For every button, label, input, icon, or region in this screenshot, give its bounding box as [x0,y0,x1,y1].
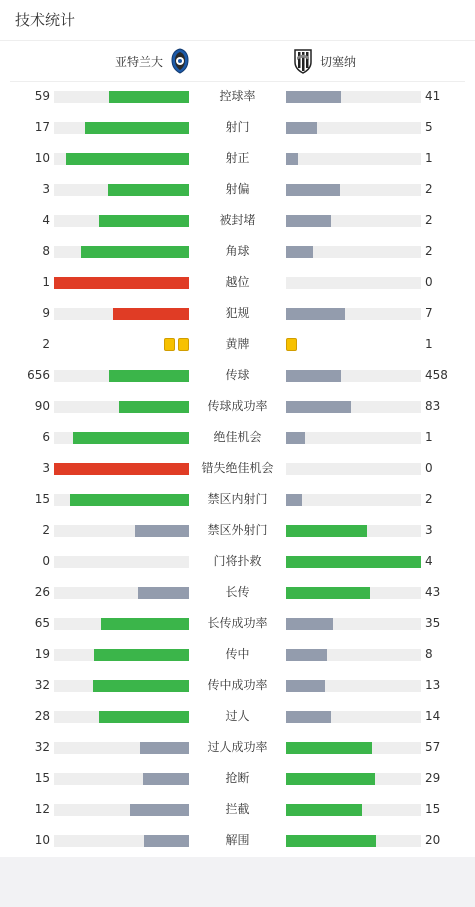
home-bar-fill [143,773,189,785]
away-stat-value: 7 [425,306,433,320]
away-bar-track [286,525,421,537]
away-bar-fill [286,587,370,599]
stat-label: 传中 [225,647,250,661]
stat-label: 被封堵 [219,213,256,227]
stat-row [0,701,475,732]
home-stat-value: 8 [42,244,50,258]
stat-label: 解围 [225,833,250,847]
home-bar-fill [109,91,189,103]
home-bar-fill [130,804,189,816]
home-bar-fill [99,711,189,723]
home-stat-value: 9 [42,306,50,320]
away-stat-value: 83 [425,399,441,413]
home-stat-value: 15 [34,771,50,785]
home-stat-value: 12 [34,802,50,816]
away-bar-track [286,804,421,816]
away-bar-track [286,432,421,444]
home-stat-value: 2 [42,523,50,537]
home-bar-fill [108,184,189,196]
yellow-card-icon [178,338,189,351]
away-bar-fill [286,773,375,785]
home-bar-track [54,122,189,134]
stat-row [0,608,475,639]
away-bar-track [286,711,421,723]
home-bar-track [54,556,189,568]
home-bar-track [54,649,189,661]
away-bar-fill [286,742,372,754]
away-bar-track [286,308,421,320]
stat-row [0,360,475,391]
stat-label: 拦截 [225,802,250,816]
away-bar-track [286,618,421,630]
away-bar-fill [286,711,331,723]
home-bar-fill [119,401,189,413]
home-bar-track [54,184,189,196]
stat-row [0,546,475,577]
away-bar-track [286,277,421,289]
home-bar-fill [54,277,189,289]
stat-label: 绝佳机会 [213,430,262,444]
away-bar-fill [286,804,362,816]
stat-label: 门将扑救 [213,554,262,568]
away-stat-value: 5 [425,120,433,134]
home-yellow-cards [164,338,189,351]
away-bar-fill [286,401,351,413]
stat-label: 抢断 [225,771,250,785]
home-bar-fill [135,525,189,537]
away-stat-value: 29 [425,771,441,785]
home-bar-track [54,277,189,289]
home-team[interactable] [115,41,190,81]
stat-row [0,143,475,174]
away-bar-track [286,742,421,754]
away-stat-value: 2 [425,182,433,196]
home-bar-track [54,680,189,692]
away-bar-fill [286,308,345,320]
away-bar-fill [286,556,421,568]
home-bar-fill [85,122,189,134]
away-bar-fill [286,370,341,382]
stat-row [0,763,475,794]
away-bar-fill [286,215,331,227]
home-bar-track [54,91,189,103]
stat-label: 错失绝佳机会 [201,461,274,475]
stat-label: 射偏 [225,182,250,196]
home-stat-value: 10 [34,833,50,847]
away-stat-value: 15 [425,802,441,816]
stat-label: 禁区外射门 [207,523,268,537]
away-bar-track [286,122,421,134]
away-bar-track [286,153,421,165]
home-team-crest-icon [170,48,190,74]
away-stat-value: 57 [425,740,441,754]
home-stat-value: 65 [34,616,50,630]
home-bar-fill [144,835,189,847]
home-bar-fill [70,494,189,506]
home-stat-value: 32 [34,740,50,754]
home-bar-fill [73,432,189,444]
home-bar-fill [81,246,189,258]
home-bar-fill [54,463,189,475]
away-stat-value: 8 [425,647,433,661]
stat-row [0,732,475,763]
home-bar-track [54,587,189,599]
home-bar-fill [113,308,189,320]
stat-row [0,267,475,298]
stat-label: 射正 [225,151,250,165]
home-bar-fill [94,649,189,661]
stat-label: 控球率 [219,89,256,103]
home-stat-value: 656 [27,368,50,382]
away-stat-value: 1 [425,151,433,165]
away-bar-track [286,680,421,692]
stat-label: 角球 [225,244,250,258]
away-stat-value: 41 [425,89,441,103]
away-bar-fill [286,525,367,537]
stat-row [0,422,475,453]
home-bar-track [54,618,189,630]
away-yellow-cards [286,338,297,351]
home-stat-value: 0 [42,554,50,568]
home-bar-fill [138,587,189,599]
stat-label: 过人成功率 [207,740,268,754]
away-bar-fill [286,680,325,692]
stat-label: 射门 [225,120,250,134]
stat-row [0,298,475,329]
stat-row [0,329,475,360]
home-stat-value: 4 [42,213,50,227]
stat-label: 禁区内射门 [207,492,268,506]
away-stat-value: 20 [425,833,441,847]
away-bar-track [286,494,421,506]
home-bar-track [54,308,189,320]
home-stat-value: 2 [42,337,50,351]
away-bar-track [286,556,421,568]
away-stat-value: 1 [425,337,433,351]
stat-label: 过人 [225,709,250,723]
away-stat-value: 4 [425,554,433,568]
away-bar-fill [286,153,298,165]
away-team[interactable] [293,41,356,81]
away-bar-track [286,835,421,847]
home-bar-track [54,215,189,227]
home-bar-fill [101,618,189,630]
away-stat-value: 0 [425,461,433,475]
home-stat-value: 1 [42,275,50,289]
away-stat-value: 1 [425,430,433,444]
home-bar-track [54,773,189,785]
home-bar-track [54,525,189,537]
away-bar-track [286,587,421,599]
away-stat-value: 2 [425,492,433,506]
away-bar-fill [286,835,376,847]
away-bar-track [286,370,421,382]
home-bar-fill [109,370,189,382]
home-bar-fill [66,153,189,165]
home-stat-value: 32 [34,678,50,692]
away-stat-value: 2 [425,244,433,258]
stat-label: 长传成功率 [207,616,268,630]
section-title: 技术统计 [0,0,475,41]
home-stat-value: 28 [34,709,50,723]
home-stat-value: 10 [34,151,50,165]
stat-row [0,515,475,546]
home-bar-fill [99,215,189,227]
home-stat-value: 6 [42,430,50,444]
stat-label: 传中成功率 [207,678,268,692]
home-stat-value: 3 [42,182,50,196]
yellow-card-icon [286,338,297,351]
stat-row [0,794,475,825]
away-bar-fill [286,649,327,661]
stat-label: 越位 [225,275,250,289]
away-stat-value: 13 [425,678,441,692]
home-team-name: 亚特兰大 [114,54,163,69]
home-bar-track [54,246,189,258]
away-bar-track [286,649,421,661]
teams-header [10,41,465,82]
away-team-crest-icon [293,48,313,74]
home-bar-track [54,742,189,754]
away-stat-value: 3 [425,523,433,537]
away-stat-value: 35 [425,616,441,630]
home-stat-value: 59 [34,89,50,103]
home-stat-value: 90 [34,399,50,413]
stat-label: 传球 [225,368,250,382]
stat-row [0,577,475,608]
stat-row [0,484,475,515]
home-stat-value: 3 [42,461,50,475]
stat-label: 长传 [225,585,250,599]
home-bar-track [54,835,189,847]
away-stat-value: 458 [425,368,448,382]
home-bar-fill [93,680,189,692]
away-bar-track [286,401,421,413]
home-bar-track [54,494,189,506]
away-bar-track [286,773,421,785]
away-bar-fill [286,184,340,196]
away-stat-value: 14 [425,709,441,723]
stat-row [0,391,475,422]
home-bar-track [54,401,189,413]
stat-row [0,453,475,484]
stat-row [0,236,475,267]
stat-row [0,205,475,236]
home-bar-track [54,711,189,723]
away-team-name: 切塞纳 [320,54,357,69]
away-bar-fill [286,122,317,134]
home-bar-track [54,370,189,382]
away-bar-track [286,246,421,258]
stat-row [0,639,475,670]
stat-row [0,112,475,143]
home-stat-value: 15 [34,492,50,506]
stat-row [0,670,475,701]
away-bar-fill [286,494,302,506]
away-bar-track [286,215,421,227]
stat-row [0,825,475,856]
home-bar-fill [140,742,189,754]
yellow-card-icon [164,338,175,351]
home-bar-track [54,153,189,165]
stat-row [0,81,475,112]
away-bar-fill [286,91,341,103]
away-stat-value: 43 [425,585,441,599]
stat-label: 传球成功率 [207,399,268,413]
away-bar-fill [286,618,333,630]
home-stat-value: 17 [34,120,50,134]
away-bar-fill [286,432,305,444]
away-stat-value: 0 [425,275,433,289]
away-bar-track [286,463,421,475]
stats-list [0,81,475,856]
away-bar-fill [286,246,313,258]
stat-label: 犯规 [225,306,250,320]
home-stat-value: 19 [34,647,50,661]
away-stat-value: 2 [425,213,433,227]
home-bar-track [54,432,189,444]
home-bar-track [54,804,189,816]
away-bar-track [286,91,421,103]
stat-label: 黄牌 [225,337,250,351]
stat-row [0,174,475,205]
home-bar-track [54,463,189,475]
home-stat-value: 26 [34,585,50,599]
away-bar-track [286,184,421,196]
